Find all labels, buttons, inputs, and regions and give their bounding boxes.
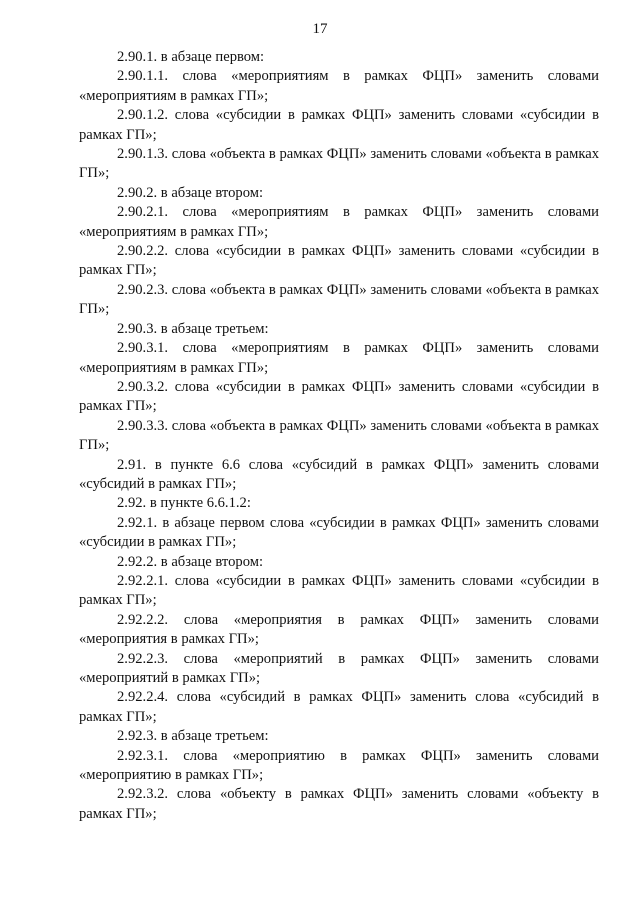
paragraph-2-92-2-1: 2.92.2.1. слова «субсидии в рамках ФЦП» заменить словами «субсидии в рамках ГП»; bbox=[79, 572, 599, 609]
paragraph-2-90-2-2: 2.90.2.2. слова «субсидии в рамках ФЦП» заменить словами «субсидии в рамках ГП»; bbox=[79, 243, 599, 279]
paragraph-2-92-2-2: 2.92.2.2. слова «мероприятия в рамках ФЦП» заменить словами «мероприятия в рамках ГП»; bbox=[79, 611, 599, 648]
paragraph-2-91: 2.91. в пункте 6.6 слова «субсидий в рамках ФЦП» заменить словами «субсидий в рамках ГП»; bbox=[79, 456, 599, 492]
paragraph-2-92: 2.92. в пункте 6.6.1.2: bbox=[117, 495, 251, 512]
paragraph-2-90-1: 2.90.1. в абзаце первом: bbox=[117, 49, 265, 65]
paragraph-2-90-1-3: 2.90.1.3. слова «объекта в рамках ФЦП» заменить словами «объекта в рамках ГП»; bbox=[79, 146, 599, 182]
paragraph-2-92-2-4: 2.92.2.4. слова «субсидий в рамках ФЦП» заменить слова «субсидий в рамках ГП»; bbox=[79, 689, 599, 725]
paragraph-2-92-2: 2.92.2. в абзаце втором: bbox=[117, 553, 264, 570]
paragraph-2-90-2: 2.90.2. в абзаце втором: bbox=[117, 184, 264, 201]
paragraph-2-90-2-3: 2.90.2.3. слова «объекта в рамках ФЦП» заменить словами «объекта в рамках ГП»; bbox=[79, 281, 599, 318]
paragraph-2-90-1-2: 2.90.1.2. слова «субсидии в рамках ФЦП» заменить словами «субсидии в рамках ГП»; bbox=[79, 107, 599, 143]
paragraph-2-92-2-3: 2.92.2.3. слова «мероприятий в рамках ФЦП» заменить словами «мероприятий в рамках ГП»; bbox=[79, 650, 599, 686]
paragraph-2-92-3-1: 2.92.3.1. слова «мероприятию в рамках ФЦП» заменить словами «мероприятию в рамках ГП»; bbox=[79, 747, 599, 784]
paragraph-2-90-2-1: 2.90.2.1. слова «мероприятиям в рамках ФЦП» заменить словами «мероприятиям в рамках ГП»; bbox=[79, 204, 599, 240]
paragraph-2-90-3: 2.90.3. в абзаце третьем: bbox=[117, 320, 269, 337]
paragraph-2-90-3-1: 2.90.3.1. слова «мероприятиям в рамках ФЦП» заменить словами «мероприятиям в рамках ГП»; bbox=[79, 340, 599, 376]
page-number: 17 bbox=[312, 21, 328, 37]
paragraph-2-90-3-3: 2.90.3.3. слова «объекта в рамках ФЦП» заменить словами «объекта в рамках ГП»; bbox=[79, 417, 599, 454]
paragraph-2-92-1: 2.92.1. в абзаце первом слова «субсидии в рамках ФЦП» заменить словами «субсидии в рамках ГП»; bbox=[79, 514, 599, 551]
paragraph-2-90-1-1: 2.90.1.1. слова «мероприятиям в рамках ФЦП» заменить словами «мероприятиям в рамках ГП»; bbox=[79, 68, 599, 104]
document-body bbox=[79, 48, 599, 824]
paragraph-2-92-3-2: 2.92.3.2. слова «объекту в рамках ФЦП» заменить словами «объекту в рамках ГП»; bbox=[79, 786, 599, 822]
paragraph-2-92-3: 2.92.3. в абзаце третьем: bbox=[117, 728, 269, 745]
paragraph-2-90-3-2: 2.90.3.2. слова «субсидии в рамках ФЦП» заменить словами «субсидии в рамках ГП»; bbox=[79, 378, 599, 415]
